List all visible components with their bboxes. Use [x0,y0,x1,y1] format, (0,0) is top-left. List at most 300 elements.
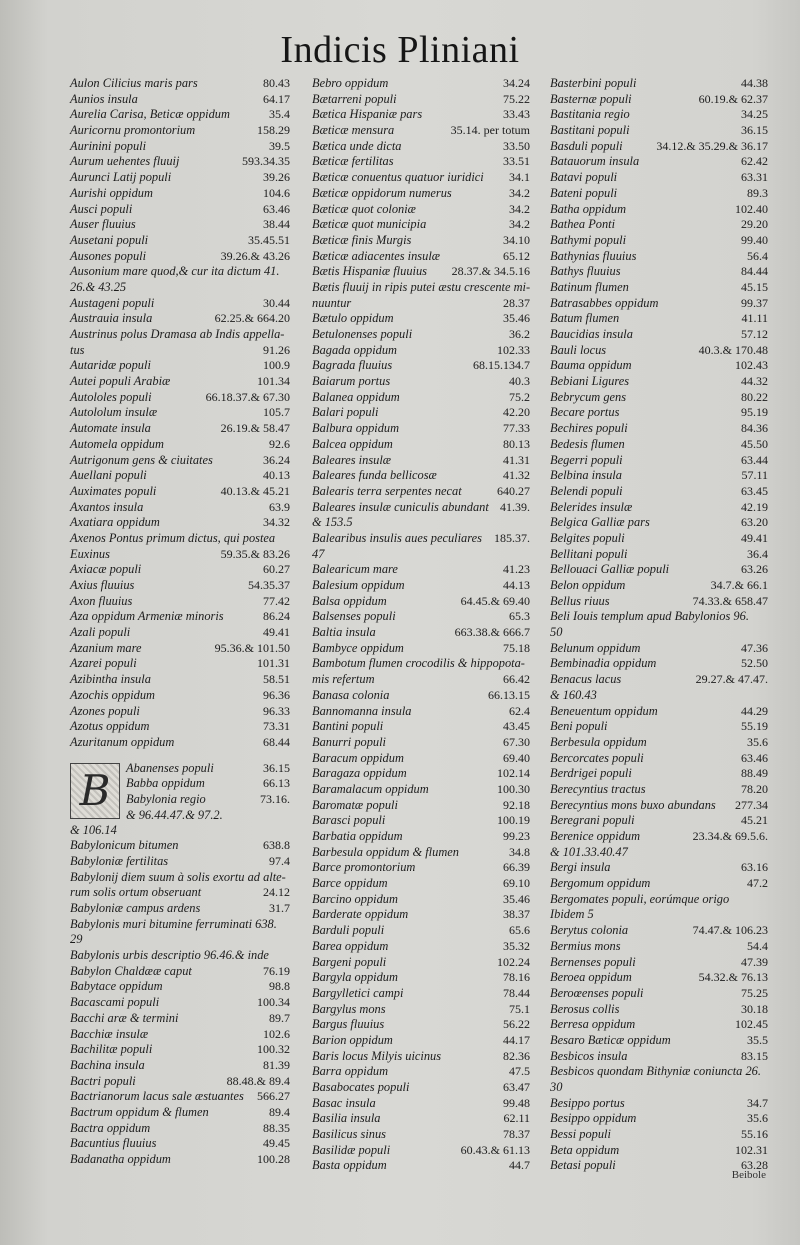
index-term: Barcino oppidum [312,891,398,906]
page-reference: 43.45 [503,719,530,734]
page-reference: 33.50 [503,138,530,153]
page-reference: 92.18 [503,797,530,812]
index-entry [550,688,768,704]
index-term: Babylon Chaldææ caput [70,963,192,978]
page-reference: 54.35.37 [248,578,290,592]
index-term: Banasa colonia [312,687,390,702]
index-term: & 153.5 [312,515,353,530]
page-reference: 78.37 [503,1127,530,1142]
index-term: Bætica unde dicta [312,138,402,153]
index-term: Axiacæ populi [70,562,142,577]
page-reference: 47.5 [509,1064,530,1079]
index-term: Baragaza oppidum [312,766,407,781]
page-reference: 49.45 [263,1136,290,1151]
index-term: Basta oppidum [312,1158,387,1173]
index-term: Bergomates populi, eorúmque origo [550,891,730,906]
page-reference: 100.32 [257,1042,290,1057]
index-term: Bactrum oppidum & flumen [70,1104,209,1119]
index-entry [550,531,768,547]
page-reference: 34.7.& 66.1 [710,578,768,592]
index-term: Beli Iouis templum apud Babylonios 96. [550,609,749,624]
index-entry [70,202,290,218]
index-term: Beta oppidum [550,1142,620,1157]
index-term: Balsa oppidum [312,593,387,608]
index-term: Basterbini populi [550,76,637,90]
index-entry [312,860,530,876]
page-reference: 29.27.& 47.47. [695,672,768,687]
index-entry [550,845,768,861]
page-reference: 65.6 [509,923,530,938]
page-reference: 62.42 [741,154,768,169]
index-entry [70,1042,290,1058]
page-reference: 47.2 [747,876,768,891]
page-reference: 102.33 [497,342,530,357]
page-reference: 40.3.& 170.48 [698,342,768,357]
index-entry [312,374,530,390]
index-term: Bætulo oppidum [312,311,394,326]
index-entry [312,782,530,798]
index-term: Balearibus insulis aues peculiares [312,530,482,545]
index-entry [550,1111,768,1127]
index-term: Bathynias fluuius [550,248,637,263]
page-reference: 99.37 [741,295,768,310]
index-term: Austrinus polus Dramasa ab Indis appella- [70,327,285,341]
index-entry [312,233,530,249]
index-term: Basilicus sinus [312,1127,387,1142]
index-entry [550,672,768,688]
index-column-2 [312,76,530,1174]
page-reference: 56.22 [503,1017,530,1032]
page-reference: 34.32 [263,515,290,530]
page-reference: 40.13.& 45.21 [220,483,290,498]
page-reference: 84.36 [741,421,768,436]
page-reference: 68.44 [263,734,290,749]
page-reference: 59.35.& 83.26 [220,546,290,561]
index-entry [312,1002,530,1018]
index-entry [70,1152,290,1168]
index-term: & 96.44.47.& 97.2. [126,807,223,822]
page-reference: 41.39. [500,499,530,514]
index-entry [126,792,290,808]
index-term: Ibidem 5 [550,907,594,922]
page-reference: 63.28 [741,1158,768,1173]
index-entry [550,217,768,233]
index-term: Berenice oppidum [550,829,641,843]
page-reference: 102.31 [735,1142,768,1157]
index-entry [70,704,290,720]
index-entry [312,484,530,500]
page-reference: 40.3 [509,374,530,389]
page-reference: 44.32 [741,374,768,389]
index-entry [70,609,290,625]
index-term: Berecyntius tractus [550,781,646,796]
page-reference: 34.7 [747,1095,768,1110]
index-entry [550,154,768,170]
page-reference: 66.18.37.& 67.30 [205,389,290,404]
index-entry [126,776,290,792]
index-entry [70,280,290,296]
page-reference: 73.16. [260,791,290,806]
page-reference: 28.37 [503,295,530,310]
index-term: Beni populi [550,719,608,734]
index-entry [312,829,530,845]
page-reference: 66.42 [503,672,530,687]
index-term: Autololum insulæ [70,405,158,420]
index-entry [312,92,530,108]
page-reference: 35.6 [747,734,768,749]
page-reference: 78.44 [503,985,530,1000]
index-term: Bernenses populi [550,954,636,969]
index-term: Bembinadia oppidum [550,656,657,671]
index-term: Azanium mare [70,640,142,655]
page-reference: 65.12 [503,248,530,263]
page-reference: 593.34.35 [242,154,290,169]
page-reference: 663.38.& 666.7 [454,625,530,640]
page-reference: 81.39 [263,1057,290,1072]
index-term: Basilidæ populi [312,1142,391,1157]
page-reference: 34.1 [509,170,530,185]
index-term: Batavi populi [550,170,618,185]
index-term: Bauli locus [550,342,607,357]
page-reference: 62.25.& 664.20 [214,311,290,326]
page-reference: 41.23 [503,562,530,577]
page-reference: 41.31 [503,452,530,467]
index-entry [312,202,530,218]
index-entry [70,594,290,610]
index-term: Beneuentum oppidum [550,703,658,718]
index-entry [312,170,530,186]
index-entry [550,782,768,798]
page-reference: 99.40 [741,232,768,247]
section-b-start [70,761,290,823]
index-entry [312,719,530,735]
index-entry [550,892,768,908]
page-reference: 80.13 [503,436,530,451]
page-reference: 101.34 [257,374,290,389]
index-entry [550,202,768,218]
index-term: Babylonia regio [126,791,206,806]
index-entry [312,1049,530,1065]
index-entry [70,217,290,233]
index-entry [70,641,290,657]
index-entry [550,343,768,359]
index-term: Ausetani populi [70,232,149,247]
page-reference: 60.27 [263,562,290,577]
index-term: Bellouaci Galliæ populi [550,562,670,577]
page-reference: 73.31 [263,719,290,734]
index-term: Belgica Galliæ pars [550,515,650,530]
index-term: Austageni populi [70,295,155,310]
index-term: Baiarum portus [312,374,391,389]
index-term: Axius fluuius [70,578,135,592]
index-term: Berdrigei populi [550,766,632,781]
page-reference: 566.27 [257,1089,290,1104]
index-entry [312,76,530,92]
page-reference: 35.4 [269,107,290,122]
index-entry [70,327,290,343]
index-term: Bætica Hispaniæ pars [312,107,423,122]
index-entry [70,531,290,547]
index-column-3 [550,76,768,1174]
index-term: Bathea Ponti [550,217,616,232]
index-entry [312,1158,530,1174]
index-term: Balearicum mare [312,562,398,577]
index-entry [312,656,530,672]
index-term: Azones populi [70,703,140,718]
index-term: Batrasabbes oppidum [550,295,659,310]
drop-cap-initial: B [70,763,120,819]
index-term: Begerri populi [550,452,623,467]
index-term: mis refertum [312,672,375,687]
index-entry [550,405,768,421]
page-reference: 34.10 [503,232,530,247]
index-term: Bæticæ oppidorum numerus [312,185,452,200]
index-entry [550,1033,768,1049]
page-reference: 66.13.15 [488,687,530,702]
index-entry [70,823,290,839]
index-term: Bæticæ quot coloniæ [312,201,416,216]
page-reference: 65.3 [509,609,530,624]
page-reference: 35.46 [503,311,530,326]
index-entry [550,578,768,594]
index-term: Bætis Hispaniæ fluuius [312,264,427,279]
page-reference: 40.13 [263,468,290,483]
index-term: Belunum oppidum [550,640,641,655]
page-title: Indicis Pliniani [280,29,520,71]
index-entry [312,1143,530,1159]
index-entry [312,500,530,516]
page-reference: 102.45 [735,1017,768,1032]
index-term: Austrauia insula [70,311,153,326]
page-reference: 35.6 [747,1111,768,1126]
page-reference: 74.47.& 106.23 [692,923,768,938]
index-term: Belerides insulæ [550,499,633,514]
index-term: Autololes populi [70,389,152,404]
section-gap [70,751,290,761]
page-reference: 158.29 [257,123,290,138]
index-entry [550,1002,768,1018]
index-entry [550,1064,768,1080]
index-term: Azali populi [70,625,131,640]
page-reference: 102.14 [497,766,530,781]
index-term: Bastitani populi [550,123,630,138]
index-term: Bebiani Ligures [550,374,630,389]
index-entry [70,547,290,563]
index-entry [550,986,768,1002]
index-entry [312,1064,530,1080]
page-reference: 47.36 [741,640,768,655]
index-entry [312,217,530,233]
index-entry [550,421,768,437]
page-reference: 66.39 [503,860,530,875]
index-entry [550,500,768,516]
index-entry [70,186,290,202]
index-entry [550,1096,768,1112]
index-term: Baleares insulæ [312,452,392,467]
index-term: & 101.33.40.47 [550,844,628,859]
index-entry [70,437,290,453]
page-reference: 63.46 [741,750,768,765]
index-term: Barra oppidum [312,1064,389,1079]
index-term: Balanea oppidum [312,389,400,404]
page-reference: 92.6 [269,436,290,451]
index-term: Bercorcates populi [550,750,644,765]
index-entry [312,1127,530,1143]
index-term: Ausci populi [70,201,133,216]
page-reference: 99.48 [503,1095,530,1110]
index-term: Batum flumen [550,311,620,326]
index-term: tus [70,342,85,357]
index-term: Barea oppidum [312,938,389,953]
page-reference: 34.2 [509,185,530,200]
index-term: Azochis oppidum [70,687,156,702]
page-reference: 28.37.& 34.5.16 [451,264,530,279]
index-entry [550,468,768,484]
index-entry [70,107,290,123]
page-reference: 34.25 [741,107,768,122]
index-entry [550,437,768,453]
index-entry [312,735,530,751]
page-reference: 60.43.& 61.13 [460,1142,530,1157]
index-entry [70,932,290,948]
index-entry [70,870,290,886]
index-entry [70,838,290,854]
index-entry [70,562,290,578]
index-entry [550,939,768,955]
index-entry [312,813,530,829]
index-entry [312,845,530,861]
index-term: Bætarreni populi [312,91,397,106]
index-entry [550,233,768,249]
page-reference: 69.40 [503,750,530,765]
index-term: & 106.14 [70,822,117,837]
page-reference: 105.7 [263,405,290,420]
page-reference: 97.4 [269,853,290,868]
page-reference: 75.22 [503,91,530,106]
page-reference: 38.44 [263,217,290,232]
index-entry [70,249,290,265]
page-reference: 39.26 [263,170,290,185]
index-entry [550,390,768,406]
page-reference: 100.9 [263,358,290,373]
page-reference: 75.25 [741,985,768,1000]
page-reference: 102.40 [735,201,768,216]
page-reference: 35.5 [747,1032,768,1047]
page-reference: 42.20 [503,405,530,420]
index-entry [550,264,768,280]
index-entry [312,280,530,296]
page-reference: 63.44 [741,452,768,467]
index-term: Belendi populi [550,483,623,498]
index-entry [312,641,530,657]
index-column-1 [70,76,290,1168]
index-entry [550,92,768,108]
index-term: Balesium oppidum [312,578,405,592]
page-reference: 88.35 [263,1120,290,1135]
page-reference: 31.7 [269,901,290,915]
index-entry [312,876,530,892]
page-reference: 640.27 [497,483,530,498]
index-entry [550,547,768,563]
page-reference: 63.46 [263,201,290,216]
index-term: Basilia insula [312,1111,381,1126]
index-entry [312,249,530,265]
index-term: Baromatæ populi [312,797,398,812]
index-entry [312,107,530,123]
page-reference: 98.8 [269,979,290,994]
index-entry [312,186,530,202]
index-term: Batauorum insula [550,154,640,169]
page-reference: 34.2 [509,217,530,232]
index-entry [312,123,530,139]
index-entry [550,813,768,829]
index-entry [550,280,768,296]
page-reference: 29.20 [741,217,768,232]
page-reference: 42.19 [741,499,768,514]
index-term: Bargylletici campi [312,985,404,1000]
page-reference: 60.19.& 62.37 [698,91,768,106]
catchword: Beibole [731,1169,766,1181]
index-entry [550,484,768,500]
index-entry [70,390,290,406]
index-entry [70,76,290,92]
page-reference: 64.45.& 69.40 [460,593,530,608]
index-entry [550,249,768,265]
index-term: Balbura oppidum [312,421,400,436]
index-term: Aurelia Carisa, Beticæ oppidum [70,107,230,122]
index-term: Bathymi populi [550,232,627,247]
index-entry [550,860,768,876]
index-entry [70,123,290,139]
page-reference: 57.11 [741,468,768,483]
index-entry [70,374,290,390]
index-term: Bellus riuus [550,593,610,608]
index-term: Bagada oppidum [312,342,398,357]
index-entry [550,970,768,986]
index-entry [550,76,768,92]
index-entry [312,390,530,406]
index-entry [312,907,530,923]
page-reference: 100.34 [257,995,290,1010]
page-reference: 23.34.& 69.5.6. [692,829,768,843]
index-term: Babyloniæ fertilitas [70,853,169,868]
index-entry [70,1011,290,1027]
page-reference: 55.19 [741,719,768,734]
index-term: Babba oppidum [126,776,205,791]
index-entry [550,139,768,155]
index-entry [70,421,290,437]
index-term: Babytace oppidum [70,979,163,994]
page-reference: 41.11 [741,311,768,326]
index-term: Autaridæ populi [70,358,151,373]
index-entry [70,964,290,980]
index-term: Bechires populi [550,421,628,436]
index-term: Bæticæ quot municipia [312,217,427,232]
index-term: Euxinus [70,546,110,561]
page-reference: 75.2 [509,389,530,404]
index-entry [550,609,768,625]
index-term: Bessi populi [550,1127,611,1142]
index-term: Azuritanum oppidum [70,734,175,749]
index-entry [312,798,530,814]
index-term: Bachina insula [70,1057,145,1072]
index-term: Berecyntius mons buxo abundans [550,797,716,812]
page-reference: 36.15 [263,760,290,775]
index-term: Beregrani populi [550,813,635,828]
page-reference: 54.32.& 76.13 [698,970,768,985]
page-reference: 100.19 [497,813,530,828]
index-term: Berosus collis [550,1001,620,1016]
